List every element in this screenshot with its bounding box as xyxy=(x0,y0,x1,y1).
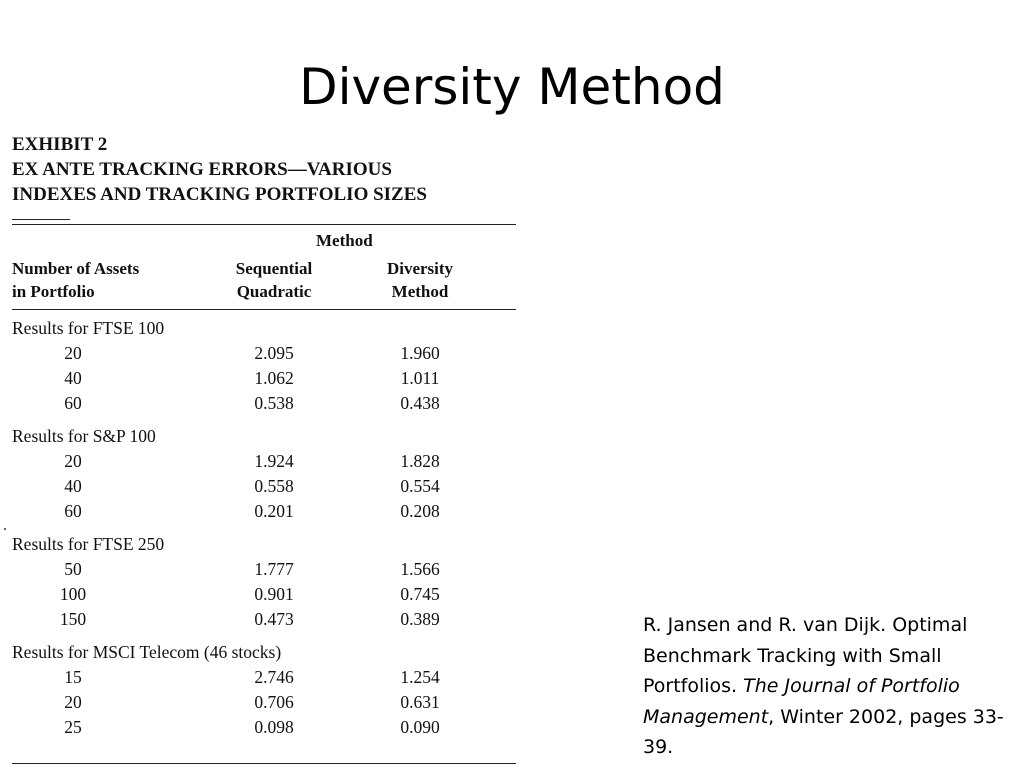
table-row xyxy=(12,341,516,366)
table-row xyxy=(12,715,516,740)
exhibit-heading xyxy=(12,132,516,207)
table-row xyxy=(12,690,516,715)
group-title: Results for S&P 100 xyxy=(12,426,156,446)
results-group-ftse-100 xyxy=(12,316,516,416)
exhibit-title-line-2: INDEXES AND TRACKING PORTFOLIO SIZES xyxy=(12,184,427,205)
group-title: Results for FTSE 100 xyxy=(12,318,165,338)
cell-diversity: 1.254 xyxy=(400,667,440,687)
header-rule xyxy=(12,309,516,310)
col-header-sequential-line-2: Quadratic xyxy=(236,282,312,301)
cell-sequential: 0.098 xyxy=(254,717,294,737)
cell-sequential: 0.901 xyxy=(254,584,294,604)
cell-diversity: 0.438 xyxy=(400,393,440,413)
cell-assets: 60 xyxy=(64,501,82,521)
exhibit-label: EXHIBIT 2 xyxy=(12,134,108,155)
results-group-msci-telecom xyxy=(12,640,516,740)
bottom-rule xyxy=(12,763,516,764)
table-row xyxy=(12,665,516,690)
slide-title: Diversity Method xyxy=(299,58,725,116)
citation xyxy=(643,610,1013,763)
cell-assets: 100 xyxy=(59,584,87,604)
short-rule xyxy=(12,219,70,220)
cell-diversity: 0.554 xyxy=(400,476,440,496)
cell-assets: 40 xyxy=(64,476,82,496)
cell-diversity: 0.090 xyxy=(400,717,440,737)
column-header-row xyxy=(12,255,516,303)
exhibit-table xyxy=(12,132,516,740)
stray-dot xyxy=(4,528,6,530)
table-row xyxy=(12,366,516,391)
cell-assets: 50 xyxy=(64,559,82,579)
cell-diversity: 0.208 xyxy=(400,501,440,521)
cell-diversity: 1.960 xyxy=(400,343,440,363)
results-group-ftse-250 xyxy=(12,532,516,632)
cell-assets: 25 xyxy=(64,717,82,737)
cell-diversity: 1.011 xyxy=(400,368,440,388)
cell-assets: 20 xyxy=(64,451,82,471)
cell-assets: 15 xyxy=(64,667,82,687)
cell-assets: 20 xyxy=(64,692,82,712)
col-header-sequential xyxy=(224,257,324,303)
col-header-assets-line-1: Number of Assets xyxy=(12,259,140,278)
citation-details: , Winter 2002, pages 33-39. xyxy=(643,705,1004,758)
results-group-sp-100 xyxy=(12,424,516,524)
cell-sequential: 0.201 xyxy=(254,501,294,521)
cell-diversity: 0.389 xyxy=(400,609,440,629)
cell-diversity: 0.745 xyxy=(400,584,440,604)
table-row xyxy=(12,391,516,416)
table-row xyxy=(12,582,516,607)
table-row xyxy=(12,557,516,582)
cell-sequential: 1.924 xyxy=(254,451,294,471)
top-rule xyxy=(12,224,516,225)
cell-assets: 20 xyxy=(64,343,82,363)
cell-diversity: 1.566 xyxy=(400,559,440,579)
group-title: Results for MSCI Telecom (46 stocks) xyxy=(12,642,282,662)
cell-sequential: 1.062 xyxy=(254,368,294,388)
method-header-row xyxy=(12,231,516,255)
cell-sequential: 0.538 xyxy=(254,393,294,413)
cell-sequential: 0.706 xyxy=(254,692,294,712)
exhibit-title-line-1: EX ANTE TRACKING ERRORS—VARIOUS xyxy=(12,159,392,180)
citation-journal: The Journal of Portfolio Management xyxy=(643,675,960,728)
cell-sequential: 0.558 xyxy=(254,476,294,496)
cell-sequential: 2.095 xyxy=(254,343,294,363)
cell-assets: 60 xyxy=(64,393,82,413)
cell-diversity: 0.631 xyxy=(400,692,440,712)
table-row xyxy=(12,607,516,632)
cell-sequential: 2.746 xyxy=(254,667,294,687)
citation-authors-title: R. Jansen and R. van Dijk. Optimal Benchmark Tracking with Small Portfolios. xyxy=(643,614,968,697)
method-header: Method xyxy=(316,231,373,250)
cell-diversity: 1.828 xyxy=(400,451,440,471)
col-header-diversity-line-1: Diversity xyxy=(386,259,454,278)
cell-sequential: 0.473 xyxy=(254,609,294,629)
table-row xyxy=(12,449,516,474)
col-header-assets-line-2: in Portfolio xyxy=(12,282,95,301)
col-header-sequential-line-1: Sequential xyxy=(235,259,313,278)
cell-assets: 40 xyxy=(64,368,82,388)
table-row xyxy=(12,499,516,524)
table-row xyxy=(12,474,516,499)
cell-assets: 150 xyxy=(59,609,87,629)
group-title: Results for FTSE 250 xyxy=(12,534,165,554)
col-header-assets xyxy=(12,257,139,303)
col-header-diversity xyxy=(370,257,470,303)
col-header-diversity-line-2: Method xyxy=(391,282,449,301)
cell-sequential: 1.777 xyxy=(254,559,294,579)
